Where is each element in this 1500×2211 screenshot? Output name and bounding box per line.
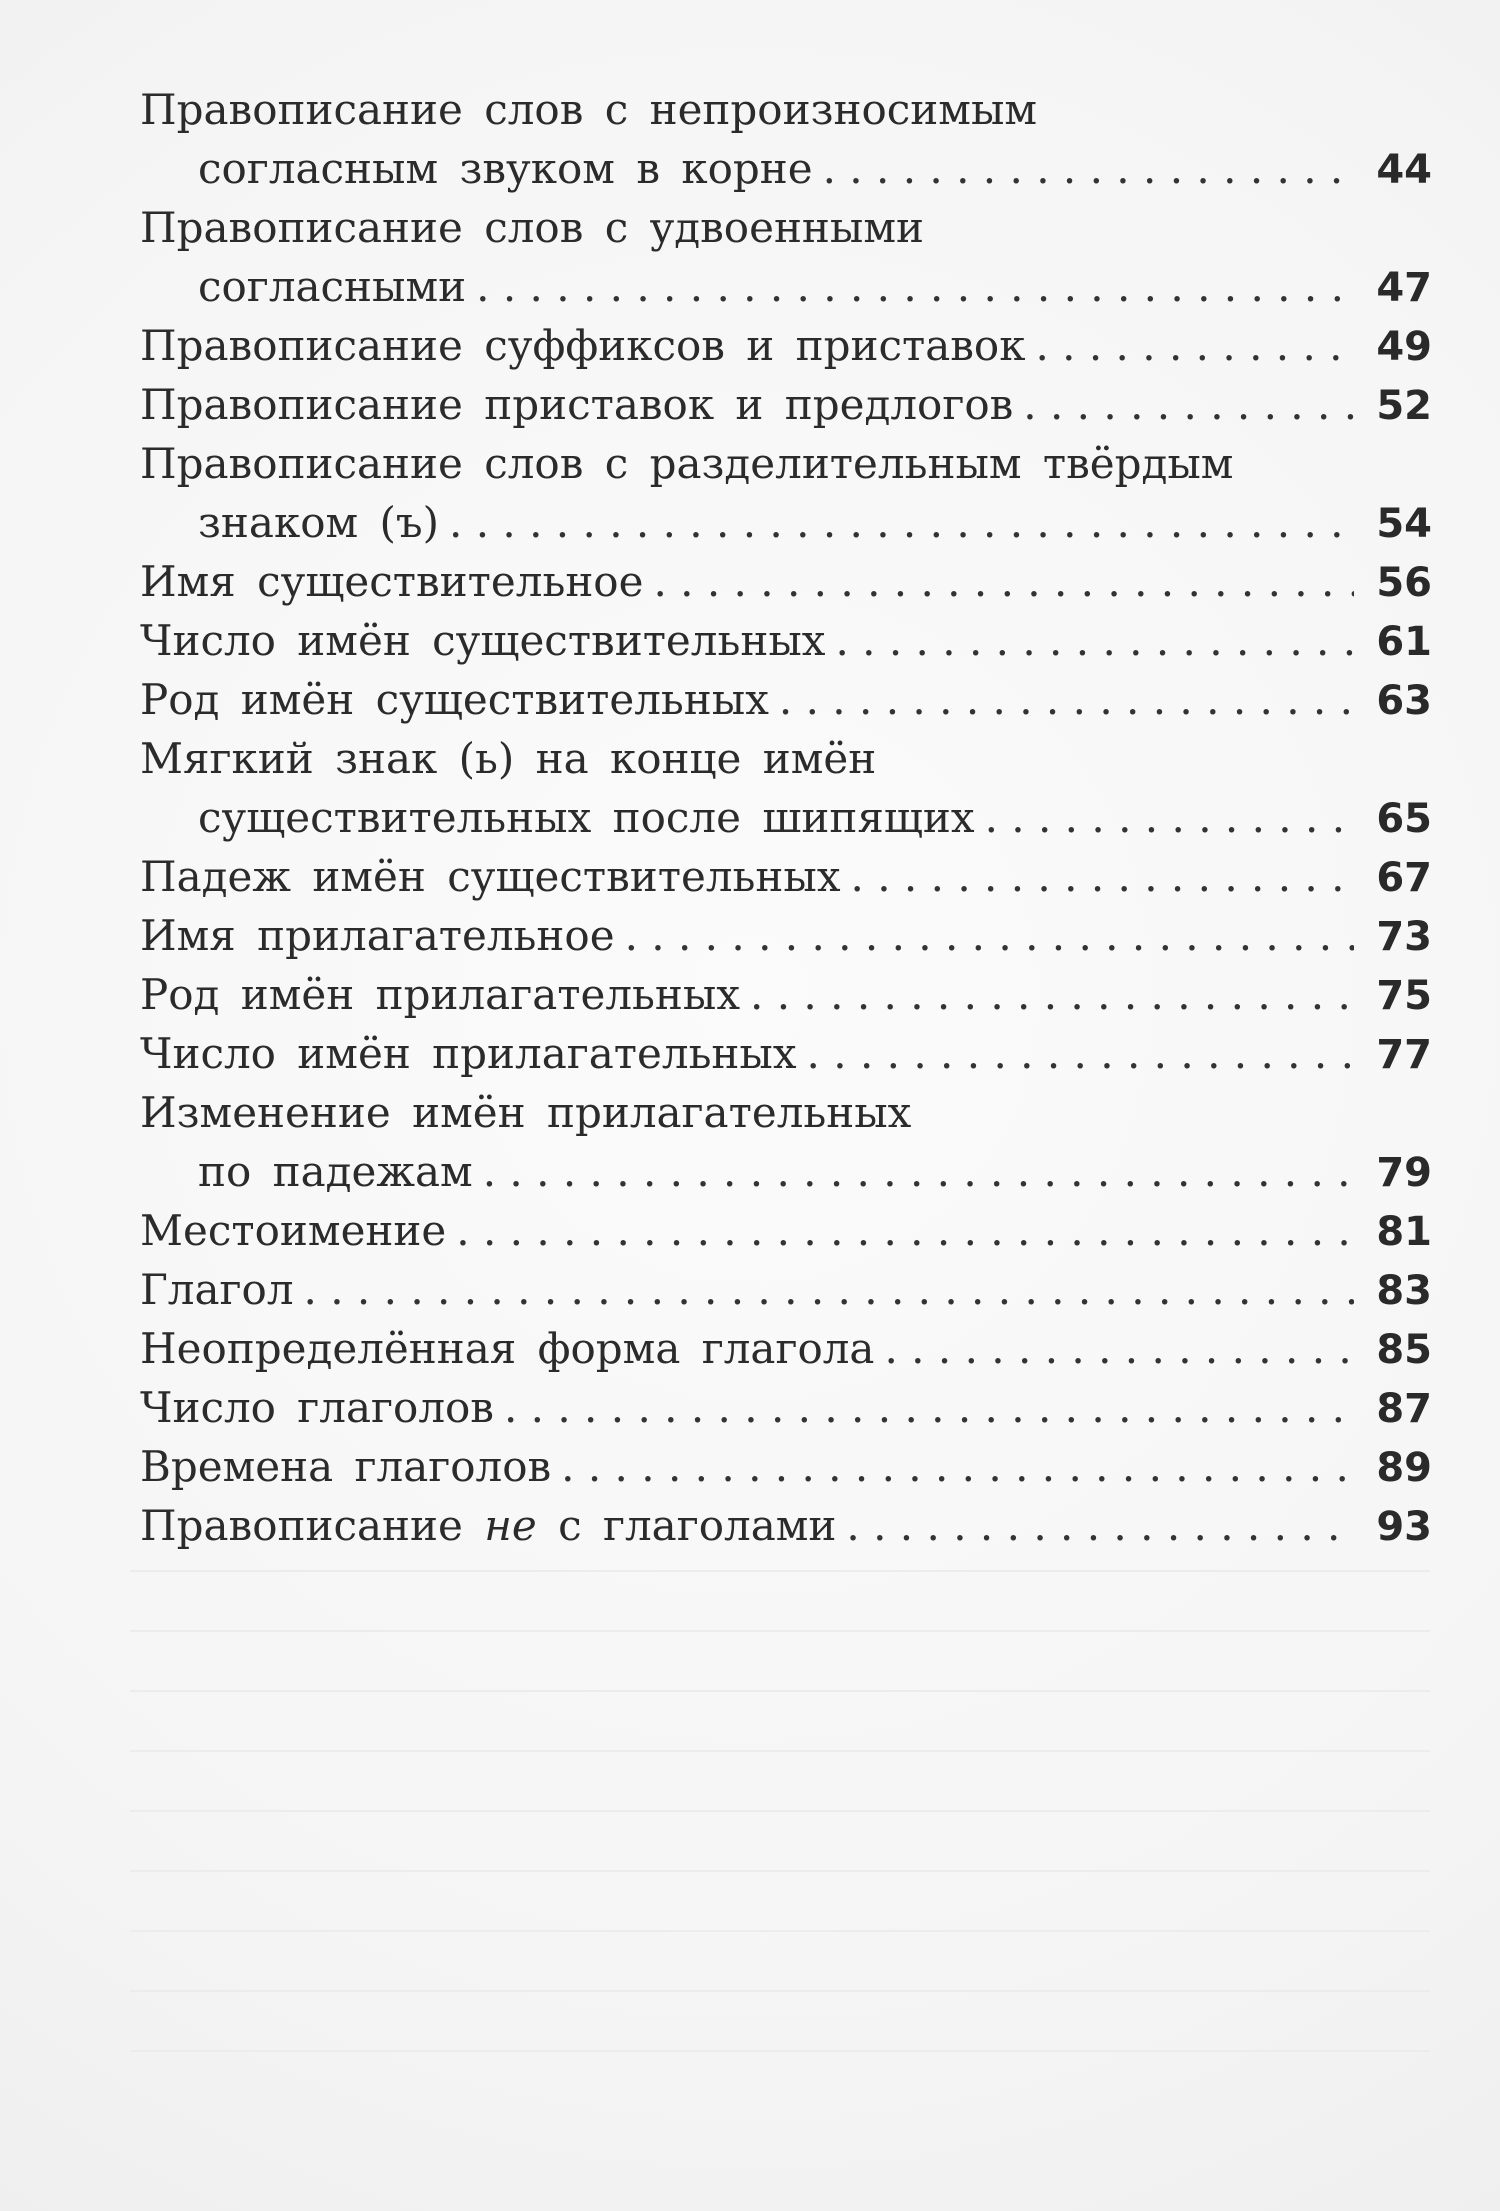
toc-entry <box>140 1378 1432 1437</box>
toc-entry-title: Род имён существительных <box>140 675 769 724</box>
toc-entry-title: Изменение имён прилагательных <box>140 1088 912 1137</box>
toc-page-number: 67 <box>1376 855 1432 901</box>
dot-leader <box>750 965 1354 1024</box>
toc-entry <box>140 434 1432 493</box>
toc-entry <box>140 316 1432 375</box>
dot-leader <box>846 1496 1354 1555</box>
toc-page-number: 79 <box>1376 1150 1432 1196</box>
toc-entry-title: Местоимение <box>140 1206 447 1255</box>
toc-entry-title: Неопределённая форма глагола <box>140 1324 875 1373</box>
toc-page-number: 61 <box>1376 619 1432 665</box>
toc-entry-title: Число имён прилагательных <box>140 1029 797 1078</box>
toc-entry-title: Правописание слов с непроизносимым <box>140 85 1038 134</box>
toc-entry <box>140 729 1432 788</box>
dot-leader <box>1035 316 1354 375</box>
toc-page-number: 75 <box>1376 973 1432 1019</box>
toc-page-number: 44 <box>1376 147 1432 193</box>
dot-leader <box>835 611 1354 670</box>
dot-leader <box>304 1260 1354 1319</box>
toc-page-number: 54 <box>1376 501 1432 547</box>
toc-entry <box>140 847 1432 906</box>
dot-leader <box>851 847 1354 906</box>
dot-leader <box>561 1437 1354 1496</box>
dot-leader <box>807 1024 1354 1083</box>
toc-entry <box>140 1260 1432 1319</box>
toc-entry <box>140 965 1432 1024</box>
toc-page-number: 83 <box>1376 1268 1432 1314</box>
toc-entry-continuation <box>140 139 1432 198</box>
table-of-contents <box>140 80 1432 1555</box>
toc-entry-title-italic: не <box>484 1501 537 1550</box>
toc-page-number: 63 <box>1376 678 1432 724</box>
toc-entry-title: Имя существительное <box>140 557 644 606</box>
toc-page-number: 87 <box>1376 1386 1432 1432</box>
toc-page-number: 47 <box>1376 265 1432 311</box>
toc-page-number: 77 <box>1376 1032 1432 1078</box>
dot-leader <box>449 493 1354 552</box>
toc-entry-title: Род имён прилагательных <box>140 970 741 1019</box>
toc-entry <box>140 1201 1432 1260</box>
dot-leader <box>476 257 1354 316</box>
toc-entry-title: существительных после шипящих <box>198 793 975 842</box>
dot-leader <box>456 1201 1354 1260</box>
toc-page-number: 73 <box>1376 914 1432 960</box>
dot-leader <box>884 1319 1354 1378</box>
toc-entry <box>140 670 1432 729</box>
toc-entry <box>140 1319 1432 1378</box>
toc-page-number: 85 <box>1376 1327 1432 1373</box>
toc-entry-title: Правописание слов с разделительным твёрдым <box>140 439 1234 488</box>
toc-entry <box>140 1496 1432 1555</box>
toc-entry-title: знаком (ъ) <box>198 498 439 547</box>
toc-entry-title-part: Правописание <box>140 1501 463 1550</box>
toc-entry-continuation <box>140 257 1432 316</box>
toc-entry-title: Падеж имён существительных <box>140 852 841 901</box>
toc-entry-title-part: с глаголами <box>558 1501 837 1550</box>
show-through-lines <box>130 1570 1430 2130</box>
toc-entry-continuation <box>140 788 1432 847</box>
dot-leader <box>483 1142 1354 1201</box>
toc-page-number: 56 <box>1376 560 1432 606</box>
toc-entry-title: Имя прилагательное <box>140 911 615 960</box>
toc-entry <box>140 1024 1432 1083</box>
toc-page-number: 52 <box>1376 383 1432 429</box>
toc-entry <box>140 80 1432 139</box>
toc-entry <box>140 198 1432 257</box>
toc-entry-title: Глагол <box>140 1265 294 1314</box>
dot-leader <box>504 1378 1354 1437</box>
toc-entry <box>140 375 1432 434</box>
toc-entry-title: Времена глаголов <box>140 1442 552 1491</box>
dot-leader <box>625 906 1354 965</box>
toc-entry-title: Правописание приставок и предлогов <box>140 380 1014 429</box>
toc-entry-title: Число глаголов <box>140 1383 494 1432</box>
toc-entry-continuation <box>140 1142 1432 1201</box>
toc-entry <box>140 1083 1432 1142</box>
toc-entry-title: Мягкий знак (ь) на конце имён <box>140 734 877 783</box>
toc-page-number: 89 <box>1376 1445 1432 1491</box>
dot-leader <box>779 670 1354 729</box>
toc-entry-title: Правописание слов с удвоенными <box>140 203 925 252</box>
toc-entry-title: Правописание суффиксов и приставок <box>140 321 1026 370</box>
toc-entry-title: Число имён существительных <box>140 616 826 665</box>
toc-entry <box>140 906 1432 965</box>
toc-entry-title: согласным звуком в корне <box>198 144 813 193</box>
toc-page-number: 49 <box>1376 324 1432 370</box>
toc-entry-title <box>140 1496 836 1555</box>
toc-page-number: 65 <box>1376 796 1432 842</box>
toc-entry <box>140 1437 1432 1496</box>
toc-page-number: 81 <box>1376 1209 1432 1255</box>
toc-entry-title: согласными <box>198 262 467 311</box>
dot-leader <box>985 788 1354 847</box>
toc-entry <box>140 552 1432 611</box>
toc-entry-continuation <box>140 493 1432 552</box>
toc-page-number: 93 <box>1376 1504 1432 1550</box>
dot-leader <box>653 552 1354 611</box>
toc-entry-title: по падежам <box>198 1147 473 1196</box>
toc-entry <box>140 611 1432 670</box>
dot-leader <box>1023 375 1354 434</box>
dot-leader <box>823 139 1354 198</box>
